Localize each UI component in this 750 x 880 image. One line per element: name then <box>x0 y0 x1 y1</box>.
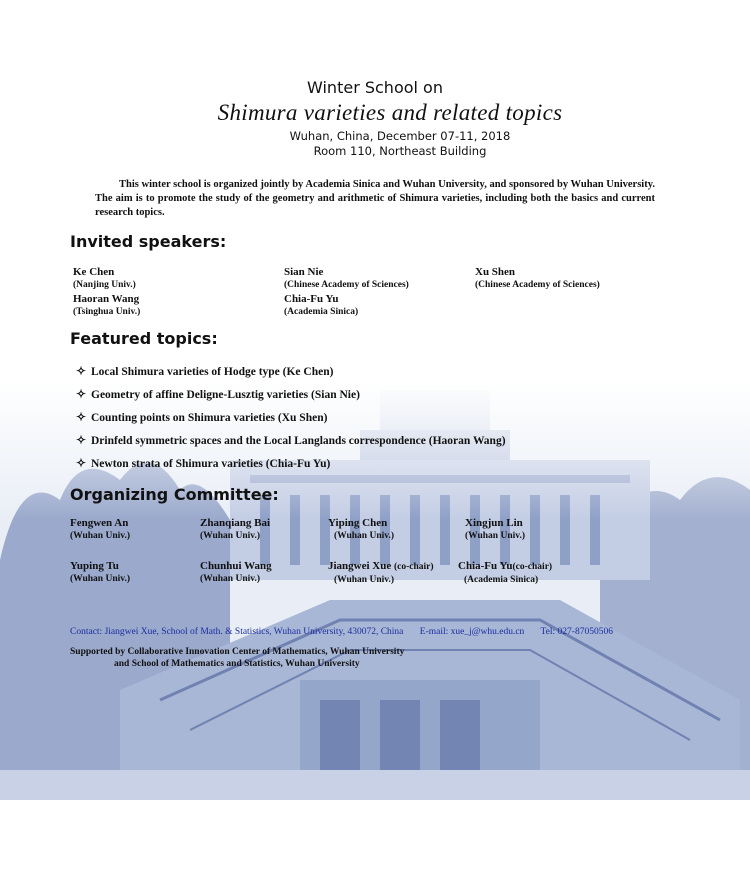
committee-member: Jiangwei Xue (co-chair) (Wuhan Univ.) <box>328 560 434 585</box>
speaker-affiliation: (Chinese Academy of Sciences) <box>475 280 600 290</box>
speaker-affiliation: (Tsinghua Univ.) <box>73 307 141 317</box>
speaker-ke-chen <box>73 266 136 292</box>
committee-member: Chunhui Wang (Wuhan Univ.) <box>200 560 272 584</box>
contact-person: Contact: Jiangwei Xue, School of Math. & Statistics, Wuhan University, 430072, China <box>70 627 404 637</box>
topics-list <box>76 360 506 475</box>
bullet-icon: ✧ <box>76 433 87 447</box>
bullet-icon: ✧ <box>76 364 87 378</box>
speaker-name: Ke Chen <box>73 266 115 278</box>
speaker-name: Haoran Wang <box>73 293 140 305</box>
topic-item: ✧ Local Shimura varieties of Hodge type (Ke Chen) <box>76 364 334 378</box>
committee-member: Yiping Chen (Wuhan Univ.) <box>328 517 395 541</box>
event-title: Shimura varieties and related topics <box>217 100 563 125</box>
topics-heading: Featured topics: <box>70 329 218 348</box>
speakers-heading: Invited speakers: <box>70 232 227 251</box>
speaker-affiliation: (Nanjing Univ.) <box>73 280 136 290</box>
committee-member: Yuping Tu (Wuhan Univ.) <box>70 560 131 584</box>
speaker-xu-shen <box>475 266 600 292</box>
contact-email[interactable]: E-mail: xue_j@whu.edu.cn <box>419 627 525 637</box>
bullet-icon: ✧ <box>76 410 87 424</box>
support-note: Supported by Collaborative Innovation Center of Mathematics, Wuhan University and School of Mathematics and Statistics, Wuhan University <box>70 647 405 669</box>
contact-line <box>70 627 627 637</box>
venue: Room 110, Northeast Building <box>313 144 487 158</box>
topic-item: ✧ Counting points on Shimura varieties (Xu Shen) <box>76 410 328 424</box>
bullet-icon: ✧ <box>76 456 87 470</box>
speaker-affiliation: (Academia Sinica) <box>284 307 359 317</box>
speaker-affiliation: (Chinese Academy of Sciences) <box>284 280 409 290</box>
speaker-sian-nie <box>284 266 409 292</box>
title-line-1: Winter School on <box>307 78 443 97</box>
committee-member: Xingjun Lin (Wuhan Univ.) <box>465 517 526 541</box>
topic-item: ✧ Geometry of affine Deligne-Lusztig varieties (Sian Nie) <box>76 387 360 401</box>
committee-member: Chia-Fu Yu(co-chair) (Academia Sinica) <box>458 560 553 585</box>
speaker-haoran-wang <box>73 293 140 319</box>
intro-paragraph <box>95 178 655 220</box>
speaker-name: Sian Nie <box>284 266 324 278</box>
speaker-chia-fu-yu <box>284 293 358 319</box>
topic-item: ✧ Newton strata of Shimura varieties (Chia-Fu Yu) <box>76 456 331 470</box>
location-date: Wuhan, China, December 07-11, 2018 <box>289 129 511 143</box>
committee-member: Fengwen An (Wuhan Univ.) <box>70 517 131 541</box>
bullet-icon: ✧ <box>76 387 87 401</box>
speaker-name: Chia-Fu Yu <box>284 293 339 305</box>
intro-text: This winter school is organized jointly by Academia Sinica and Wuhan University, and sponsored by Wuhan University. The aim is to promote the study of the geometry and arithmetic of Shimura varieties, including both the basics and current research topics. <box>95 179 655 218</box>
committee-heading: Organizing Committee: <box>70 485 279 504</box>
committee-member: Zhanqiang Bai (Wuhan Univ.) <box>200 517 271 541</box>
contact-phone: Tel: 027-87050506 <box>540 627 613 637</box>
topic-item: ✧ Drinfeld symmetric spaces and the Local Langlands correspondence (Haoran Wang) <box>76 433 506 447</box>
speaker-name: Xu Shen <box>475 266 516 278</box>
